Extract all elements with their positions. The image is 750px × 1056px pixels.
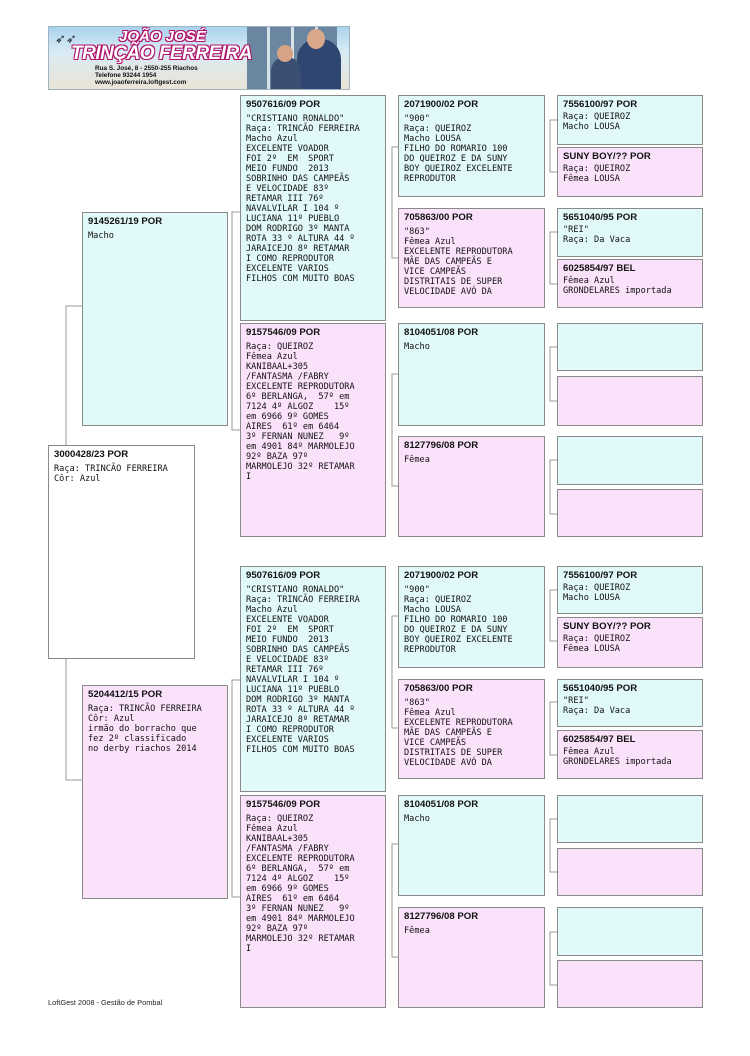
bottom-great-grandparent-1-card bbox=[557, 566, 703, 614]
bottom-ggp4-details: Fêmea Azul GRONDELARES importada bbox=[563, 747, 672, 767]
banner-phone: Telefone 93244 1954 bbox=[95, 72, 157, 79]
top-great-grandparent-7-card bbox=[557, 436, 703, 485]
top-sire-sire-ring: 2071900/02 POR bbox=[404, 99, 479, 110]
top-sire-sire-details: "900" Raça: QUEIROZ Macho LOUSA FILHO DO ROMARIO 100 DO QUEIROZ E DA SUNY BOY QUEIROZ EXCELENTE REPRODUTOR bbox=[404, 114, 513, 184]
top-great-grandparent-4-card bbox=[557, 259, 703, 308]
bottom-sire-sire-ring: 2071900/02 POR bbox=[404, 570, 479, 581]
top-ggp4-details: Fêmea Azul GRONDELARES importada bbox=[563, 276, 672, 296]
bottom-dam-sire-details: Macho bbox=[404, 814, 430, 824]
subject-pigeon-card bbox=[48, 445, 195, 659]
top-dam-sire-card bbox=[398, 323, 545, 426]
pigeon-icon: ➶➶ bbox=[55, 31, 77, 46]
bottom-sire-details: "CRISTIANO RONALDO" Raça: TRINCÃO FERREIRA Macho Azul EXCELENTE VOADOR FOI 2º EM SPORT MEIO FUNDO 2013 SOBRINHO DAS CAMPEÃS E VELOCIDADE 83º RETAMAR III 76º NAVALVILAR I 104 º LUCIANA 11º PUEBLO DOM RODRIGO 3º MANTA ROTA 33 º ALTURA 44 º JARAICEJO 8º RETAMAR I COMO REPRODUTOR EXCELENTE VARIOS FILHOS COM MUITO BOAS bbox=[246, 585, 360, 755]
bottom-sire-card bbox=[240, 566, 386, 792]
bottom-great-grandparent-8-card bbox=[557, 960, 703, 1008]
top-sire-ring: 9507616/09 POR bbox=[246, 99, 321, 110]
bottom-dam-dam-card bbox=[398, 907, 545, 1008]
bottom-ggp2-details: Raça: QUEIROZ Fêmea LOUSA bbox=[563, 634, 631, 654]
banner-title-line2: TRINÇÃO FERREIRA bbox=[71, 43, 252, 64]
bottom-parent-details: Raça: TRINCÃO FERREIRA Côr: Azul irmão do borracho que fez 2º classificado no derby riachos 2014 bbox=[88, 704, 202, 754]
top-great-grandparent-8-card bbox=[557, 489, 703, 537]
banner-title-line1: JOÃO JOSÉ bbox=[119, 28, 206, 45]
bottom-great-grandparent-2-card bbox=[557, 617, 703, 668]
top-dam-dam-details: Fêmea bbox=[404, 455, 430, 465]
footer-credit: LoftGest 2008 - Gestão de Pombal bbox=[48, 998, 163, 1007]
bottom-sire-sire-card bbox=[398, 566, 545, 668]
bottom-sire-dam-card bbox=[398, 679, 545, 779]
bottom-great-grandparent-4-card bbox=[557, 730, 703, 779]
bottom-ggp4-ring: 6025854/97 BEL bbox=[563, 734, 636, 745]
top-dam-sire-ring: 8104051/08 POR bbox=[404, 327, 479, 338]
bottom-great-grandparent-5-card bbox=[557, 795, 703, 843]
top-dam-details: Raça: QUEIROZ Fêmea Azul KANIBAAL+305 /FANTASMA /FABRY EXCELENTE REPRODUTORA 6º BERLANGA, 57º em 7124 4º ALGOZ 15º em 6966 9º GOMES AIRES 61º em 6464 3º FERNAN NUNEZ 9º em 4901 84º MARMOLEJO 92º BAZA 97º MARMOLEJO 32º RETAMAR I bbox=[246, 342, 355, 482]
top-parent-ring: 9145261/19 POR bbox=[88, 216, 163, 227]
bottom-sire-dam-ring: 705863/00 POR bbox=[404, 683, 473, 694]
top-dam-card bbox=[240, 323, 386, 537]
bottom-sire-dam-details: "863" Fêmea Azul EXCELENTE REPRODUTORA MÃE DAS CAMPEÃS E VICE CAMPEÃS DISTRITAIS DE SUPER VELOCIDADE AVÓ DA bbox=[404, 698, 513, 768]
banner-address: Rua S. José, 8 - 2550-255 Riachos bbox=[95, 65, 198, 72]
bottom-dam-dam-details: Fêmea bbox=[404, 926, 430, 936]
bottom-ggp3-details: "REI" Raça: Da Vaca bbox=[563, 696, 631, 716]
bottom-dam-details: Raça: QUEIROZ Fêmea Azul KANIBAAL+305 /FANTASMA /FABRY EXCELENTE REPRODUTORA 6º BERLANGA, 57º em 7124 4º ALGOZ 15º em 6966 9º GOMES AIRES 61º em 6464 3º FERNAN NUNEZ 9º em 4901 84º MARMOLEJO 92º BAZA 97º MARMOLEJO 32º RETAMAR I bbox=[246, 814, 355, 954]
top-sire-dam-card bbox=[398, 208, 545, 308]
top-ggp3-ring: 5651040/95 POR bbox=[563, 212, 638, 223]
top-great-grandparent-1-card bbox=[557, 95, 703, 145]
top-great-grandparent-3-card bbox=[557, 208, 703, 257]
bottom-dam-sire-card bbox=[398, 795, 545, 896]
top-sire-card bbox=[240, 95, 386, 321]
top-parent-details: Macho bbox=[88, 231, 114, 241]
top-sire-sire-card bbox=[398, 95, 545, 197]
bottom-parent-card bbox=[82, 685, 228, 899]
top-sire-dam-details: "863" Fêmea Azul EXCELENTE REPRODUTORA MÃE DAS CAMPEÃS E VICE CAMPEÃS DISTRITAIS DE SUPER VELOCIDADE AVÓ DA bbox=[404, 227, 513, 297]
subject-details: Raça: TRINCÃO FERREIRA Côr: Azul bbox=[54, 464, 168, 484]
bottom-ggp2-ring: SUNY BOY/?? POR bbox=[563, 621, 651, 632]
top-ggp1-ring: 7556100/97 POR bbox=[563, 99, 638, 110]
top-ggp4-ring: 6025854/97 BEL bbox=[563, 263, 636, 274]
bottom-ggp3-ring: 5651040/95 POR bbox=[563, 683, 638, 694]
bottom-great-grandparent-7-card bbox=[557, 907, 703, 956]
banner-website: www.joaoferreira.loftgest.com bbox=[95, 79, 187, 86]
top-sire-details: "CRISTIANO RONALDO" Raça: TRINCÃO FERREIRA Macho Azul EXCELENTE VOADOR FOI 2º EM SPORT MEIO FUNDO 2013 SOBRINHO DAS CAMPEÃS E VELOCIDADE 83º RETAMAR III 76º NAVALVILAR I 104 º LUCIANA 11º PUEBLO DOM RODRIGO 3º MANTA ROTA 33 º ALTURA 44 º JARAICEJO 8º RETAMAR I COMO REPRODUTOR EXCELENTE VARIOS FILHOS COM MUITO BOAS bbox=[246, 114, 360, 284]
bottom-dam-dam-ring: 8127796/08 POR bbox=[404, 911, 479, 922]
bottom-sire-sire-details: "900" Raça: QUEIROZ Macho LOUSA FILHO DO ROMARIO 100 DO QUEIROZ E DA SUNY BOY QUEIROZ EXCELENTE REPRODUTOR bbox=[404, 585, 513, 655]
bottom-ggp1-details: Raça: QUEIROZ Macho LOUSA bbox=[563, 583, 631, 603]
bottom-great-grandparent-6-card bbox=[557, 848, 703, 896]
top-dam-ring: 9157546/09 POR bbox=[246, 327, 321, 338]
bottom-sire-ring: 9507616/09 POR bbox=[246, 570, 321, 581]
top-parent-card bbox=[82, 212, 228, 426]
bottom-dam-ring: 9157546/09 POR bbox=[246, 799, 321, 810]
subject-ring: 3000428/23 POR bbox=[54, 449, 129, 460]
top-dam-dam-ring: 8127796/08 POR bbox=[404, 440, 479, 451]
bottom-parent-ring: 5204412/15 POR bbox=[88, 689, 163, 700]
top-great-grandparent-5-card bbox=[557, 323, 703, 371]
top-dam-sire-details: Macho bbox=[404, 342, 430, 352]
bottom-dam-sire-ring: 8104051/08 POR bbox=[404, 799, 479, 810]
top-ggp3-details: "REI" Raça: Da Vaca bbox=[563, 225, 631, 245]
top-great-grandparent-2-card bbox=[557, 147, 703, 197]
bottom-ggp1-ring: 7556100/97 POR bbox=[563, 570, 638, 581]
top-ggp1-details: Raça: QUEIROZ Macho LOUSA bbox=[563, 112, 631, 132]
bottom-great-grandparent-3-card bbox=[557, 679, 703, 727]
top-dam-dam-card bbox=[398, 436, 545, 537]
top-ggp2-details: Raça: QUEIROZ Fêmea LOUSA bbox=[563, 164, 631, 184]
bottom-dam-card bbox=[240, 795, 386, 1008]
top-ggp2-ring: SUNY BOY/?? POR bbox=[563, 151, 651, 162]
top-sire-dam-ring: 705863/00 POR bbox=[404, 212, 473, 223]
top-great-grandparent-6-card bbox=[557, 376, 703, 426]
